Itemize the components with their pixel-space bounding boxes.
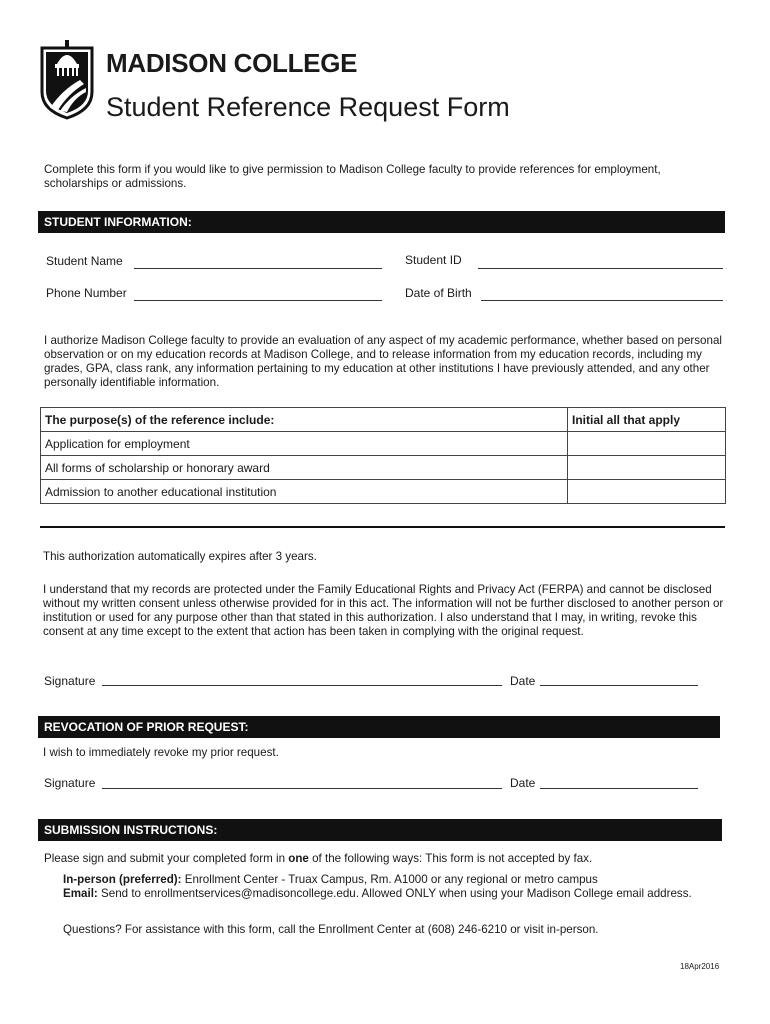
- in-person-option: [63, 873, 727, 887]
- purpose-scholarship: All forms of scholarship or honorary award: [41, 456, 568, 480]
- phone-number-label: Phone Number: [46, 286, 127, 300]
- initial-admission-field[interactable]: [568, 480, 726, 504]
- submission-lead-pre: Please sign and submit your completed form in: [44, 852, 289, 865]
- signature-field[interactable]: [102, 685, 502, 686]
- form-revision-code: 18Apr2016: [680, 962, 720, 971]
- revocation-date-label: Date: [510, 776, 536, 790]
- revocation-signature-field[interactable]: [102, 788, 502, 789]
- revocation-signature-label: Signature: [44, 776, 96, 790]
- intro-text: Complete this form if you would like to give permission to Madison College faculty to provide references for employment, scholarships or admissions.: [44, 163, 661, 190]
- revocation-text: I wish to immediately revoke my prior request.: [43, 746, 279, 759]
- purpose-employment: Application for employment: [41, 432, 568, 456]
- submission-lead-post: of the following ways: This form is not accepted by fax.: [308, 852, 593, 865]
- student-information-heading: STUDENT INFORMATION:: [38, 211, 725, 233]
- purpose-admission: Admission to another educational institution: [41, 480, 568, 504]
- submission-heading: SUBMISSION INSTRUCTIONS:: [38, 819, 722, 841]
- student-name-label: Student Name: [46, 254, 123, 268]
- questions-text: Questions? For assistance with this form, call the Enrollment Center at (608) 246-6210 or visit in-person.: [63, 923, 599, 936]
- student-name-field[interactable]: [134, 268, 382, 269]
- initial-column-header: Initial all that apply: [568, 408, 726, 432]
- submission-lead: [44, 852, 728, 866]
- in-person-label: In-person (preferred):: [63, 873, 182, 886]
- in-person-text: Enrollment Center - Truax Campus, Rm. A1000 or any regional or metro campus: [181, 873, 598, 886]
- submission-lead-emphasis: one: [288, 852, 309, 865]
- authorization-text: I authorize Madison College faculty to provide an evaluation of any aspect of my academic performance, whether based on personal observation or on my education records at Madison College, and to release information from my education records, including my grades, GPA, class rank, any information pertaining to my education at other institutions I have previously attended, and any other personally identifiable information.: [44, 334, 722, 389]
- madison-college-logo: [40, 38, 94, 120]
- date-of-birth-field[interactable]: [481, 300, 723, 301]
- email-label: Email:: [63, 887, 98, 900]
- initial-employment-field[interactable]: [568, 432, 726, 456]
- purpose-table: [40, 407, 726, 504]
- phone-number-field[interactable]: [134, 300, 382, 301]
- purpose-column-header: The purpose(s) of the reference include:: [41, 408, 568, 432]
- initial-scholarship-field[interactable]: [568, 456, 726, 480]
- table-row: [41, 432, 726, 456]
- section-divider: [40, 526, 725, 528]
- date-label: Date: [510, 674, 536, 688]
- email-option: [63, 887, 727, 901]
- student-id-label: Student ID: [405, 253, 462, 267]
- email-text: Send to enrollmentservices@madisoncollege.edu. Allowed ONLY when using your Madison College email address.: [97, 887, 692, 900]
- date-of-birth-label: Date of Birth: [405, 286, 472, 300]
- expiration-text: This authorization automatically expires after 3 years.: [43, 550, 317, 563]
- signature-label: Signature: [44, 674, 96, 688]
- table-header-row: [41, 408, 726, 432]
- date-field[interactable]: [540, 685, 698, 686]
- student-id-field[interactable]: [478, 268, 723, 269]
- table-row: [41, 480, 726, 504]
- form-title: Student Reference Request Form: [106, 92, 510, 122]
- revocation-heading: REVOCATION OF PRIOR REQUEST:: [38, 716, 720, 738]
- revocation-date-field[interactable]: [540, 788, 698, 789]
- table-row: [41, 456, 726, 480]
- ferpa-text: I understand that my records are protected under the Family Educational Rights and Privacy Act (FERPA) and cannot be disclosed without my written consent unless otherwise provided for in this act. The information will not be further disclosed to another person or institution or used for any purpose other than that stated in this authorization. I also understand that I may, in writing, revoke this consent at any time except to the extent that action has been taken in complying with the original request.: [43, 583, 724, 638]
- college-name: MADISON COLLEGE: [106, 48, 358, 78]
